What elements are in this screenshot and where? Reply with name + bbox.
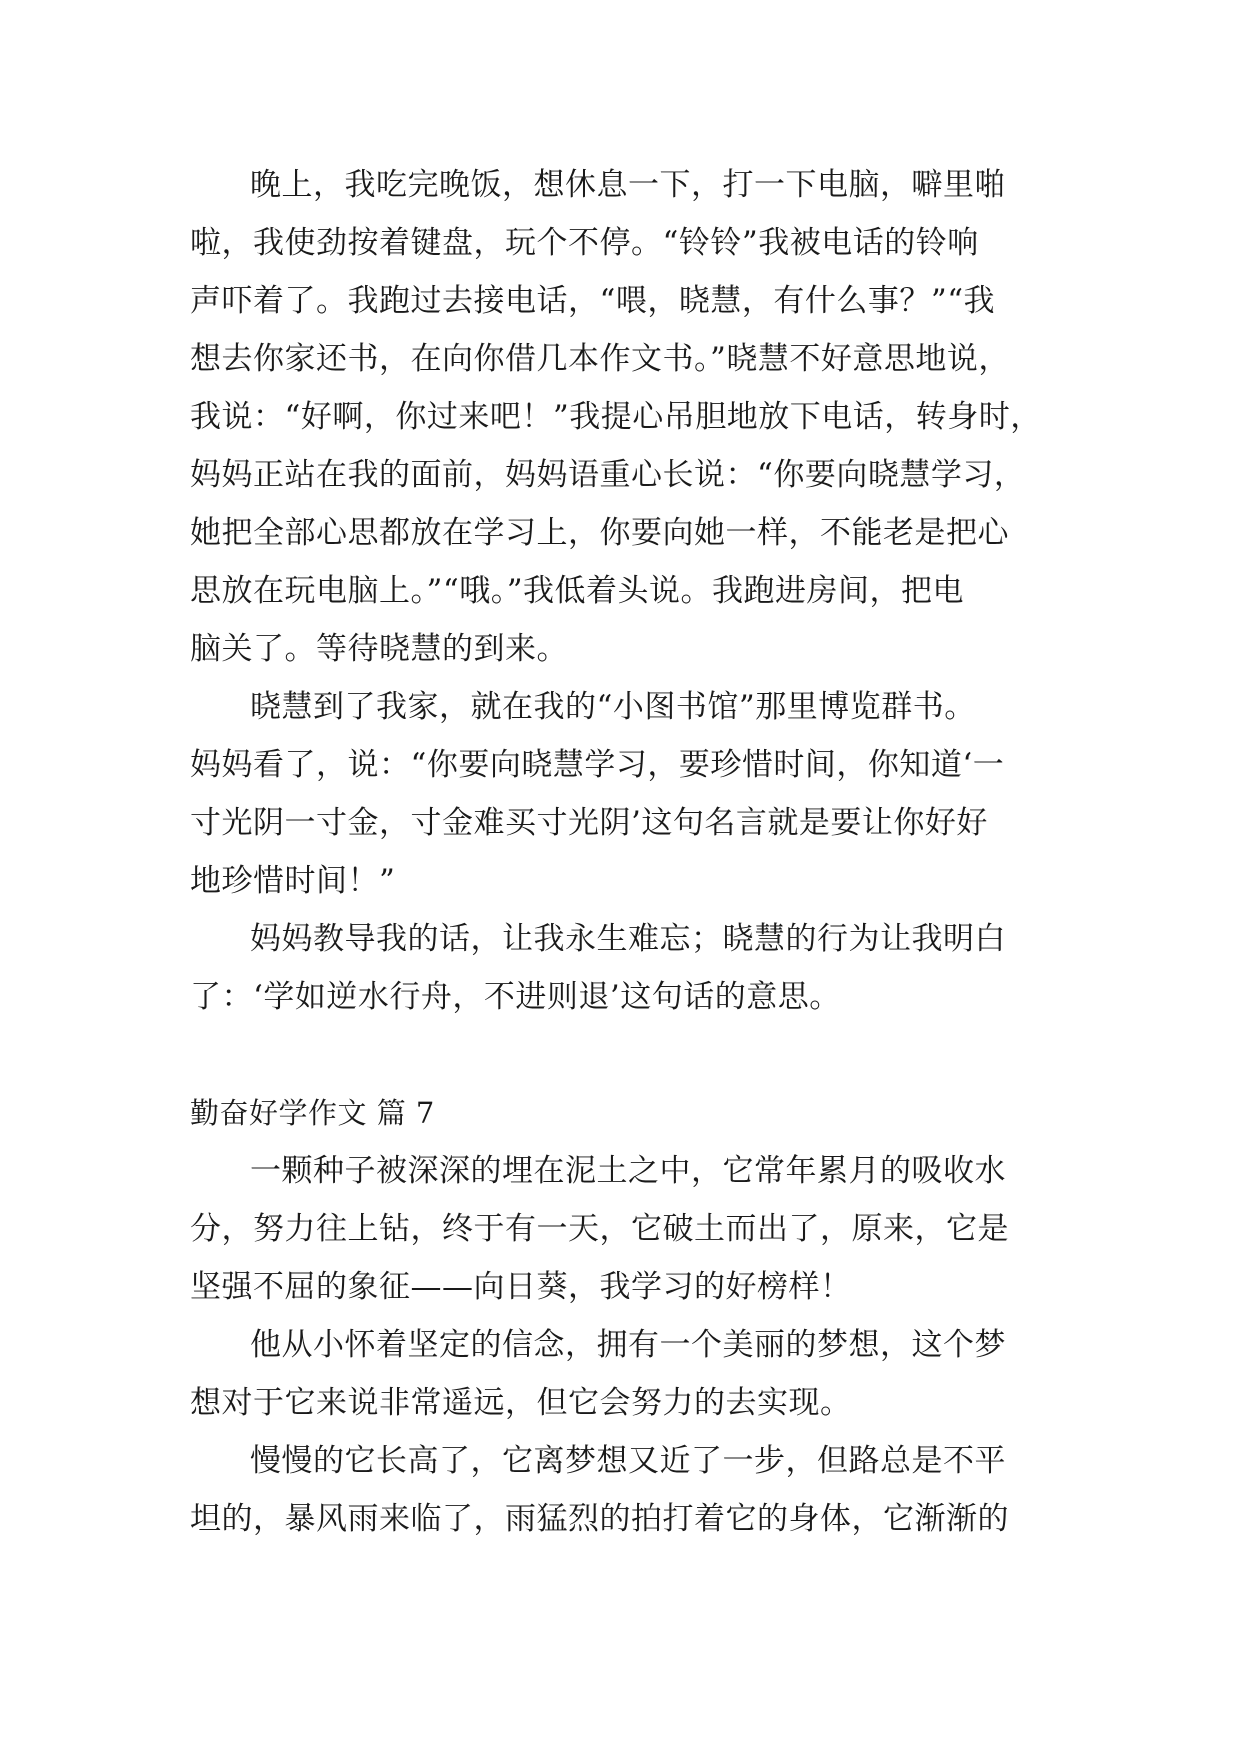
paragraph-4-line-3: 坚强不屈的象征——向日葵，我学习的好榜样！ bbox=[190, 1269, 852, 1305]
paragraph-2-line-1: 晓慧到了我家，就在我的“小图书馆”那里博览群书。 bbox=[250, 689, 976, 725]
paragraph-3-line-2: 了：‘学如逆水行舟，不进则退’这句话的意思。 bbox=[190, 979, 841, 1015]
paragraph-1-line-8: 思放在玩电脑上。”“哦。”我低着头说。我跑进房间，把电 bbox=[190, 573, 965, 609]
paragraph-5-line-2: 想对于它来说非常遥远，但它会努力的去实现。 bbox=[190, 1385, 852, 1421]
paragraph-1-line-2: 啦，我使劲按着键盘，玩个不停。“铃铃”我被电话的铃响 bbox=[190, 225, 979, 261]
paragraph-2-line-4: 地珍惜时间！” bbox=[190, 863, 396, 899]
paragraph-1-line-7: 她把全部心思都放在学习上，你要向她一样，不能老是把心 bbox=[190, 515, 1009, 551]
paragraph-4-line-1: 一颗种子被深深的埋在泥土之中，它常年累月的吸收水 bbox=[250, 1153, 1006, 1189]
paragraph-1-line-9: 脑关了。等待晓慧的到来。 bbox=[190, 631, 568, 667]
paragraph-1-line-3: 声吓着了。我跑过去接电话，“喂，晓慧，有什么事？”“我 bbox=[190, 283, 996, 319]
paragraph-6-line-1: 慢慢的它长高了，它离梦想又近了一步，但路总是不平 bbox=[250, 1443, 1006, 1479]
paragraph-1-line-1: 晚上，我吃完晚饭，想休息一下，打一下电脑，噼里啪 bbox=[250, 167, 1006, 203]
paragraph-1-line-5: 我说：“好啊，你过来吧！”我提心吊胆地放下电话，转身时， bbox=[190, 399, 1042, 435]
paragraph-3-line-1: 妈妈教导我的话，让我永生难忘；晓慧的行为让我明白 bbox=[250, 921, 1006, 957]
paragraph-1-line-4: 想去你家还书，在向你借几本作文书。”晓慧不好意思地说， bbox=[190, 341, 1010, 377]
section-heading: 勤奋好学作文 篇 7 bbox=[190, 1096, 435, 1130]
paragraph-6-line-2: 坦的，暴风雨来临了，雨猛烈的拍打着它的身体，它渐渐的 bbox=[190, 1501, 1009, 1537]
paragraph-2-line-3: 寸光阴一寸金，寸金难买寸光阴’这句名言就是要让你好好 bbox=[190, 805, 988, 841]
paragraph-1-line-6: 妈妈正站在我的面前，妈妈语重心长说：“你要向晓慧学习， bbox=[190, 457, 1026, 493]
paragraph-4-line-2: 分，努力往上钻，终于有一天，它破土而出了，原来，它是 bbox=[190, 1211, 1009, 1247]
paragraph-2-line-2: 妈妈看了，说：“你要向晓慧学习，要珍惜时间，你知道‘一 bbox=[190, 747, 1005, 783]
paragraph-5-line-1: 他从小怀着坚定的信念，拥有一个美丽的梦想，这个梦 bbox=[250, 1327, 1006, 1363]
